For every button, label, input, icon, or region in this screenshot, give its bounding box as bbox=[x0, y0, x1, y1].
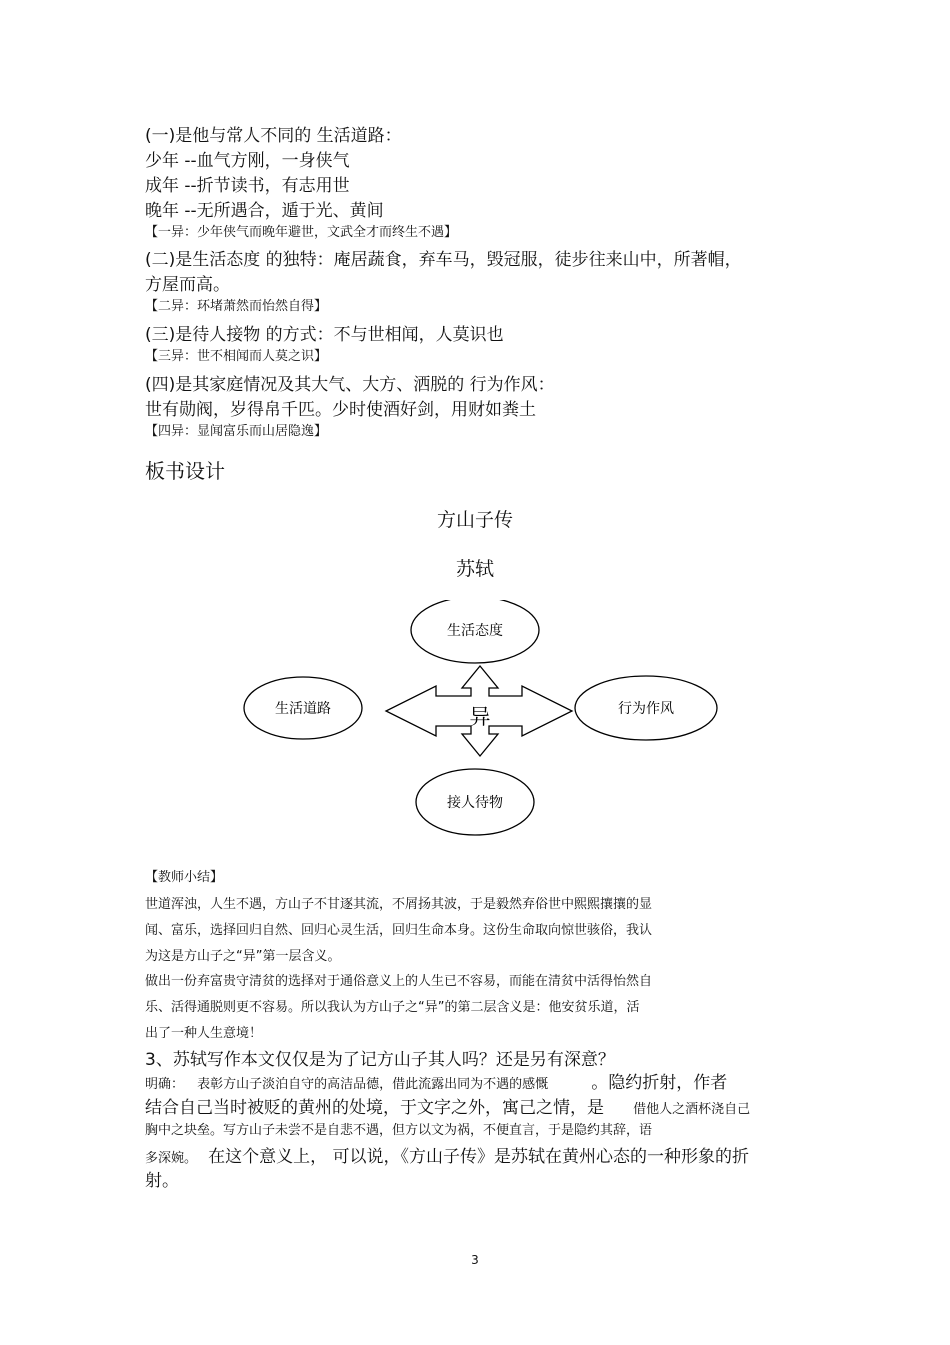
right-ellipse-node bbox=[575, 676, 717, 740]
third-difference-note: 【三异：世不相闻而人莫之识】 bbox=[145, 349, 328, 364]
summary-line: 闻、富乐，选择回归自然、回归心灵生活，回归生命本身。这份生命取向惊世骇俗，我认 bbox=[145, 923, 653, 938]
board-author: 苏轼 bbox=[455, 558, 494, 580]
left-node-label: 生活道路 bbox=[275, 701, 331, 717]
summary-label: 【教师小结】 bbox=[145, 870, 224, 885]
answer-text: 在这个意义上， 可以说，《方山子传》是苏轼在黄州心态的一种形象的折 bbox=[208, 1147, 750, 1167]
bottom-ellipse-node bbox=[416, 769, 534, 835]
left-ellipse-node bbox=[244, 677, 362, 739]
center-label: 异 bbox=[469, 705, 491, 729]
fourth-difference-note: 【四异：显闻富乐而山居隐逸】 bbox=[145, 424, 328, 439]
board-design-heading: 板书设计 bbox=[145, 459, 225, 483]
first-difference-note: 【一异：少年侠气而晚年避世，文武全才而终生不遇】 bbox=[145, 225, 458, 240]
right-node-label: 行为作风 bbox=[618, 701, 674, 717]
answer-line-4 bbox=[145, 1142, 749, 1167]
summary-line: 乐、活得通脱则更不容易。所以我认为方山子之“异”的第二层含义是：他安贫乐道，活 bbox=[145, 1000, 640, 1015]
answer-text: 借他人之酒杯浇自己 bbox=[633, 1102, 751, 1117]
youth-line: 少年 --血气方刚，一身侠气 bbox=[145, 151, 350, 171]
answer-line-3: 胸中之块垒。写方山子未尝不是自悲不遇，但方以文为祸，不便直言，于是隐约其辞，语 bbox=[145, 1123, 653, 1138]
summary-line: 世道浑浊，人生不遇，方山子不甘逐其流，不屑扬其波，于是毅然弃俗世中熙熙攘攘的显 bbox=[145, 897, 653, 912]
section-two-continued: 方屋而高。 bbox=[145, 275, 230, 295]
top-node-label: 生活态度 bbox=[447, 623, 503, 639]
board-title: 方山子传 bbox=[436, 509, 513, 531]
top-ellipse-node bbox=[411, 600, 539, 663]
question-three: 3、苏轼写作本文仅仅是为了记方山子其人吗？还是另有深意？ bbox=[145, 1050, 615, 1070]
answer-text: 表彰方山子淡泊自守的高洁品德，借此流露出同为不遇的感慨 bbox=[197, 1077, 549, 1092]
bottom-node-label: 接人待物 bbox=[447, 795, 503, 811]
section-four-heading: (四)是其家庭情况及其大气、大方、洒脱的 行为作风： bbox=[145, 375, 555, 395]
answer-line-2 bbox=[145, 1093, 750, 1118]
section-three-heading: (三)是待人接物 的方式：不与世相闻，人莫识也 bbox=[145, 325, 504, 345]
second-difference-note: 【二异：环堵萧然而怡然自得】 bbox=[145, 299, 328, 314]
board-diagram bbox=[230, 600, 730, 850]
summary-line: 做出一份弃富贵守清贫的选择对于通俗意义上的人生已不容易，而能在清贫中活得怡然自 bbox=[145, 974, 653, 989]
answer-line-5: 射。 bbox=[145, 1171, 179, 1191]
old-age-line: 晚年 --无所遇合，遁于光、黄间 bbox=[145, 201, 384, 221]
answer-text: 。隐约折射，作者 bbox=[591, 1073, 728, 1093]
section-two-heading: (二)是生活态度 的独特：庵居蔬食，弃车马，毁冠服，徒步往来山中，所著帽， bbox=[145, 250, 742, 270]
section-one-heading: (一)是他与常人不同的 生活道路： bbox=[145, 126, 402, 146]
family-line: 世有勋阀，岁得帛千匹。少时使酒好剑，用财如粪土 bbox=[145, 400, 536, 420]
adult-line: 成年 --折节读书，有志用世 bbox=[145, 176, 350, 196]
answer-text: 结合自己当时被贬的黄州的处境，于文字之外，寓己之情，是 bbox=[145, 1098, 604, 1118]
answer-line-1 bbox=[145, 1068, 727, 1093]
summary-line: 为这是方山子之“异”第一层含义。 bbox=[145, 949, 341, 964]
page-number: 3 bbox=[471, 1253, 479, 1267]
answer-label: 明确： bbox=[145, 1077, 185, 1092]
summary-line: 出了一种人生意境！ bbox=[145, 1026, 263, 1041]
answer-text: 多深婉。 bbox=[145, 1151, 198, 1166]
